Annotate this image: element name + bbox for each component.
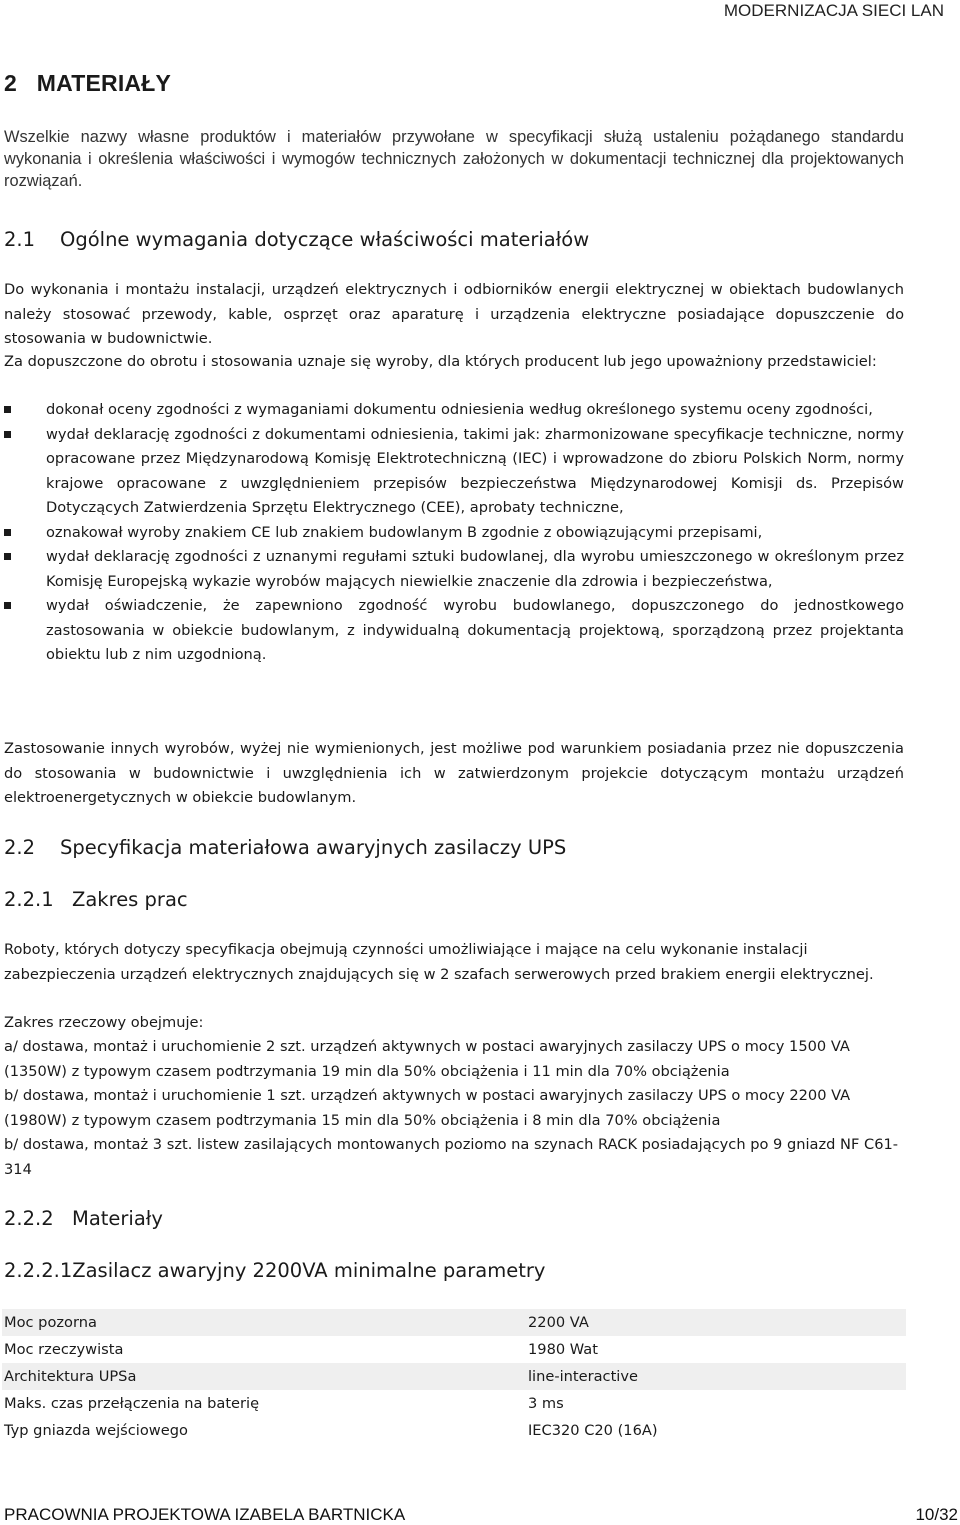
section-2-2-1-title: Zakres prac bbox=[72, 888, 188, 911]
parameter-label: Maks. czas przełączenia na baterię bbox=[4, 1395, 260, 1412]
parameters-table bbox=[2, 1309, 906, 1444]
square-bullet-icon bbox=[4, 529, 11, 536]
scope-item-a: a/ dostawa, montaż i uruchomienie 2 szt. urządzeń aktywnych w postaci awaryjnych zasilaczy UPS o mocy 1500 VA (1350W) z typowym czasem podtrzymania 19 min dla 50% obciążenia i 11 min dla 70% obciążenia bbox=[4, 1038, 850, 1080]
scope-item-b1: b/ dostawa, montaż i uruchomienie 1 szt. urządzeń aktywnych w postaci awaryjnych zasilaczy UPS o mocy 2200 VA (1980W) z typowym czasem podtrzymania 15 min dla 50% obciążenia i 8 min dla 70% obciążenia bbox=[4, 1087, 851, 1129]
square-bullet-icon bbox=[4, 602, 11, 609]
section-2-2-2-number: 2.2.2 bbox=[4, 1207, 54, 1230]
parameter-value: 3 ms bbox=[528, 1395, 564, 1412]
section-2-2-2-1-number: 2.2.2.1 bbox=[4, 1259, 73, 1282]
section-2-2-1-heading bbox=[4, 888, 188, 911]
section-2-2-2-1-heading bbox=[4, 1259, 545, 1282]
section-2-2-1-number: 2.2.1 bbox=[4, 888, 54, 911]
requirements-list bbox=[4, 398, 904, 668]
square-bullet-icon bbox=[4, 406, 11, 413]
table-row bbox=[2, 1363, 906, 1390]
page-header-title: MODERNIZACJA SIECI LAN bbox=[723, 1, 944, 20]
section-2-2-1-paragraph-2: Zakres rzeczowy obejmuje: bbox=[4, 1014, 204, 1031]
list-item bbox=[4, 545, 904, 594]
section-2-2-number: 2.2 bbox=[4, 836, 36, 859]
section-2-1-heading bbox=[4, 228, 589, 251]
section-2-title: MATERIAŁY bbox=[36, 70, 172, 96]
section-2-1-paragraph-2: Za dopuszczone do obrotu i stosowania uznaje się wyroby, dla których producent lub jego upoważniony przedstawiciel: bbox=[4, 353, 877, 370]
section-2-2-2-heading bbox=[4, 1207, 163, 1230]
section-2-2-1-paragraph-1: Roboty, których dotyczy specyfikacja obejmują czynności umożliwiające i mające na celu wykonanie instalacji zabezpieczenia urządzeń elektrycznych znajdujących się w 2 szafach serwerowych przed brakiem energii elektrycznej. bbox=[4, 941, 874, 983]
list-item bbox=[4, 423, 904, 521]
table-row bbox=[2, 1336, 906, 1363]
parameter-label: Moc pozorna bbox=[2, 1309, 528, 1336]
parameter-value: 1980 Wat bbox=[528, 1341, 598, 1358]
footer-page-number: 10/32 bbox=[915, 1505, 958, 1524]
section-2-1-number: 2.1 bbox=[4, 228, 36, 251]
square-bullet-icon bbox=[4, 553, 11, 560]
list-item-text: dokonał oceny zgodności z wymaganiami dokumentu odniesienia według określonego systemu oceny zgodności, bbox=[46, 401, 873, 418]
list-item bbox=[4, 398, 904, 423]
section-2-2-heading bbox=[4, 836, 566, 859]
scope-item-b2: b/ dostawa, montaż 3 szt. listew zasilających montowanych poziomo na szynach RACK posiadających po 9 gniazd NF C61-314 bbox=[4, 1136, 899, 1178]
list-item-text: wydał deklarację zgodności z uznanymi regułami sztuki budowlanej, dla wyrobu umieszczonego w określonym przez Komisję Europejską wykazie wyrobów mających niewielkie znaczenie dla zdrowia i bezpieczeństwa, bbox=[46, 548, 904, 590]
section-2-1-paragraph-3: Zastosowanie innych wyrobów, wyżej nie wymienionych, jest możliwe pod warunkiem posiadania przez nie dopuszczenia do stosowania w budownictwie i uwzględnienia ich w zatwierdzonym projekcie dotyczącym montażu urządzeń elektroenergetycznych w obiekcie budowlanym. bbox=[4, 740, 904, 806]
list-item-text: oznakował wyroby znakiem CE lub znakiem budowlanym B zgodnie z obowiązującymi przepisami, bbox=[46, 523, 763, 541]
section-2-2-2-title: Materiały bbox=[72, 1207, 163, 1230]
table-row bbox=[2, 1417, 906, 1444]
square-bullet-icon bbox=[4, 431, 11, 438]
parameter-label: Architektura UPSa bbox=[2, 1363, 528, 1390]
parameter-label: Moc rzeczywista bbox=[4, 1341, 124, 1358]
list-item-text: wydał deklarację zgodności z dokumentami odniesienia, takimi jak: zharmonizowane specyfikacje techniczne, normy opracowane przez Międzynarodową Komisję Elektrotechniczną (IEC) i wprowadzone do zbioru Polskich Norm, normy krajowe opracowane z uwzględnieniem przepisów bezpieczeństwa Międzynarodowej Komisji ds. Przepisów Dotyczących Zatwierdzenia Sprzętu Elektrycznego (CEE), aprobaty techniczne, bbox=[46, 425, 904, 516]
list-item bbox=[4, 521, 904, 546]
table-row bbox=[2, 1309, 906, 1336]
table-row bbox=[2, 1390, 906, 1417]
section-2-intro: Wszelkie nazwy własne produktów i materiałów przywołane w specyfikacji służą ustaleniu pożądanego standardu wykonania i określenia właściwości i wymogów technicznych założonych w dokumentacji technicznej dla projektowanych rozwiązań. bbox=[4, 128, 904, 190]
section-2-1-title: Ogólne wymagania dotyczące właściwości materiałów bbox=[60, 228, 590, 251]
section-2-heading bbox=[4, 70, 171, 97]
section-2-1-paragraph-1: Do wykonania i montażu instalacji, urządzeń elektrycznych i odbiorników energii elektrycznej w obiektach budowlanych należy stosować przewody, kable, osprzęt oraz aparaturę i urządzenia elektryczne posiadające dopuszczenie do stosowania w budownictwie. bbox=[4, 281, 904, 347]
section-2-number: 2 bbox=[4, 70, 17, 96]
section-2-2-2-1-title: Zasilacz awaryjny 2200VA minimalne parametry bbox=[72, 1259, 546, 1282]
parameter-value: line-interactive bbox=[528, 1363, 906, 1390]
parameter-value: 2200 VA bbox=[528, 1309, 906, 1336]
parameter-label: Typ gniazda wejściowego bbox=[4, 1422, 188, 1439]
parameter-value: IEC320 C20 (16A) bbox=[528, 1422, 658, 1439]
list-item-text: wydał oświadczenie, że zapewniono zgodność wyrobu budowlanego, dopuszczonego do jednostkowego zastosowania w obiekcie budowlanym, z indywidualną dokumentacją projektową, sporządzoną przez projektanta obiektu lub z nim uzgodnioną. bbox=[46, 597, 904, 663]
section-2-2-title: Specyfikacja materiałowa awaryjnych zasilaczy UPS bbox=[60, 836, 567, 859]
list-item bbox=[4, 594, 904, 668]
footer-company: PRACOWNIA PROJEKTOWA IZABELA BARTNICKA bbox=[4, 1505, 406, 1524]
